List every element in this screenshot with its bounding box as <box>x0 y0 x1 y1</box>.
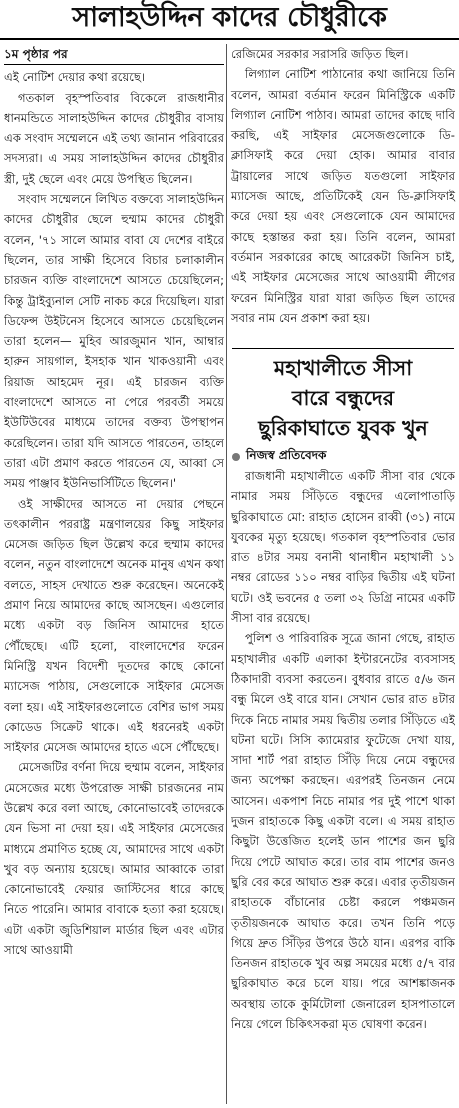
byline-text: নিজস্ব প্রতিবেদক <box>246 448 327 462</box>
paragraph: মেসেজটির বর্ণনা দিয়ে হুম্মাম বলেন, সাইফার মেসেজের মধ্যে উপরোক্ত সাক্ষী চারজনের নাম উল্লেখ করে বলা আছে, কোনোভাবেই তাদেরকে যেন ভিসা না দেয়া হয়। এই সাইফার মেসেজের মাধ্যমে প্রমাণিত হচ্ছে যে, আমাদের সাথে একটা খুব বড় অন্যায় হয়েছে। আমার আব্বাকে তারা কোনোভাবেই ফেয়ার জাস্টিসের ধারে কাছে নিতে পারেনি। আমার বাবাকে হত্যা করা হয়েছে। এটা একটা জুডিশিয়াল মার্ডার ছিল এবং এটার সাথে আওয়ামী <box>4 760 224 958</box>
paragraph: এই নোটিশ দেয়ার কথা রয়েছে। <box>4 70 146 85</box>
continued-from-label: ১ম পৃষ্ঠার পর <box>4 44 224 65</box>
paragraph: লিগ্যাল নোটিশ পাঠানোর কথা জানিয়ে তিনি বলেন, আমরা বর্তমান ফরেন মিনিস্ট্রিকে একটি লিগ্যাল নোটিশ পাঠাব। আমরা তাদের কাছে দাবি করছি, এই সাইফার মেসেজগুলোকে ডি-ক্লাসিফাই করে দেয়া হোক। আমার বাবার ট্রায়ালের সাথে জড়িত যতগুলো সাইফার ম্যাসেজ আছে, প্রতিটিকেই যেন ডি-ক্লাসিফাই করে দেয়া হয় এবং সেগুলোকে যেন আমাদের কাছে হস্তান্তর করা হয়। তিনি বলেন, আমরা বর্তমান সরকারের কাছে আরেকটা জিনিস চাই, এই সাইফার মেসেজের সাথে আওয়ামী লীগের ফরেন মিনিস্ট্রির যারা যারা জড়িত ছিল তাদের সবার নাম যেন প্রকাশ করা হয়। <box>231 67 455 325</box>
byline <box>232 447 326 467</box>
paragraph: রেজিমের সরকার সরাসরি জড়িত ছিল। <box>231 47 409 61</box>
right-column-top <box>231 44 455 328</box>
story2-headline-line: ছুরিকাঘাতে যুবক খুন <box>258 416 428 440</box>
column-divider <box>226 44 227 1104</box>
story2-headline-line: বারে বন্ধুদের <box>292 386 394 410</box>
story2-body <box>231 466 455 1106</box>
left-column <box>4 44 224 1104</box>
story2-headline <box>232 348 454 443</box>
paragraph: গতকাল বৃহস্পতিবার বিকেলে রাজধানীর ধানমন্ডিতে সালাহউদ্দিন কাদের চৌধুরীর বাসায় এক সংবাদ সম্মেলনে এই তথ্য জানান পরিবারের সদস্যরা। এ সময় সালাহউদ্দিন কাদের চৌধুরীর স্ত্রী, দুই ছেলে এবং মেয়ে উপস্থিত ছিলেন। <box>4 90 224 186</box>
headline: সালাহউদ্দিন কাদের চৌধুরীকে <box>0 0 459 40</box>
paragraph: সংবাদ সম্মেলনে লিখিত বক্তব্যে সালাহউদ্দিন কাদের চৌধুরীর ছেলে হুম্মাম কাদের চৌধুরী বলেন, '৭১ সালে আমার বাবা যে দেশের বাইরে ছিলেন, তার সাক্ষী হিসেবে বিচার চলাকালীন চারজন ব্যক্তি বাংলাদেশে আসতে চেয়েছিলেন; কিন্তু ট্রাইব্যুনাল সেটি নাকচ করে দিয়েছিল। যারা ডিফেন্স উইটনেস হিসেবে আসতে চেয়েছিলেন তারা হলেন— মুহিব আরজুমান খান, আম্বার হারুন সায়গাল, ইসহাক খান খাকওয়ানী এবং রিয়াজ আহমেদ নূর। এই চারজন ব্যক্তি বাংলাদেশে আসতে না পেরে পরবর্তী সময়ে ইউটিউবের মাধ্যমে তাদের বক্তব্য উপস্থাপন করেছিলেন। তারা যদি আসতে পারতেন, তাহলে তারা এটা প্রমাণ করতে পারতেন যে, আব্বা সে সময় পাঞ্জাব ইউনিভার্সিটিতে ছিলেন।' <box>4 192 224 491</box>
bullet-icon <box>232 453 240 461</box>
paragraph: রাজধানী মহাখালীতে একটি সীসা বার থেকে নামার সময় সিঁড়িতে বন্ধুদের এলোপাতাড়ি ছুরিকাঘাতে মো: রাহাত হোসেন রাব্বী (৩১) নামে যুবকের মৃত্যু হয়েছে। গতকাল বৃহস্পতিবার ভোর রাত ৪টার সময় বনানী থানাধীন মহাখালী ১১ নম্বর রোডের ১১০ নম্বর বাড়ির দ্বিতীয় এই ঘটনা ঘটে। ওই ভবনের ৫ তলা ৩২ ডিগ্রি নামের একটি সীসা বার রয়েছে। <box>231 469 455 626</box>
story2-headline-line: মহাখালীতে সীসা <box>273 356 413 380</box>
paragraph: ওই সাক্ষীদের আসতে না দেয়ার পেছনে তৎকালীন পররাষ্ট্র মন্ত্রণালয়ের কিছু সাইফার মেসেজ জড়িত ছিল উল্লেখ করে হুম্মাম কাদের বলেন, নতুন বাংলাদেশে অনেক মানুষ এখন কথা বলতে, সাহস দেখাতে শুরু করেছেন। অনেকেই প্রমাণ নিয়ে আমাদের কাছে আসছেন। এগুলোর মধ্যে একটা বড় জিনিস আমাদের হাতে পৌঁছেছে। এটি হলো, বাংলাদেশের ফরেন মিনিস্ট্রি যখন বিদেশী দূতদের কাছে কোনো ম্যাসেজ পাঠায়, সেগুলোকে সাইফার মেসেজ বলা হয়। এই সাইফারগুলোতে বেশির ভাগ সময় কোডেড সিক্রেট থাকে। এই ধরনেরই একটা সাইফার মেসেজ আমাদের হাতে এসে পৌঁছেছে। <box>4 496 224 755</box>
paragraph: পুলিশ ও পারিবারিক সূত্রে জানা গেছে, রাহাত মহাখালীর একটি এলাকা ইন্টারনেটের ব্যবসাসহ ঠিকাদারী ব্যবসা করতেন। বুধবার রাতে ৫/৬ জন বন্ধু মিলে ওই বারে যান। সেখান ভোর রাত ৪টার দিকে নিচে নামার সময় দ্বিতীয় তলার সিঁড়িতে এই ঘটনা ঘটে। সিসি ক্যামেরার ফুটেজে দেখা যায়, সাদা শার্ট পরা রাহাত সিঁড়ি দিয়ে নেমে বন্ধুদের জন্য অপেক্ষা করছেন। এরপরই তিনজন নেমে আসেন। একপাশ নিচে নামার পর দুই পাশে থাকা দুজন রাহাতকে কিছু একটা বলে। এ সময় রাহাত কিছুটা উত্তেজিত হলেই ডান পাশের জন ছুরি দিয়ে পেটে আঘাত করে। তার বাম পাশের জনও ছুরি বের করে আঘাত শুরু করে। এবার তৃতীয়জন রাহাতকে বাঁচানোর চেষ্টা করলে পঞ্চমজন তৃতীয়জনকে আঘাত করে। তখন তিনি পড়ে গিয়ে দ্রুত সিঁড়ির উপরে উঠে যান। এরপর বাকি তিনজন রাহাতকে খুব অল্প সময়ের মধ্যে ৫/৭ বার ছুরিকাঘাত করে চলে যায়। পরে আশঙ্কাজনক অবস্থায় তাকে কুর্মিটোলা জেনারেল হাসপাতালে নিয়ে গেলে চিকিৎসকরা মৃত ঘোষণা করেন। <box>231 631 455 1032</box>
